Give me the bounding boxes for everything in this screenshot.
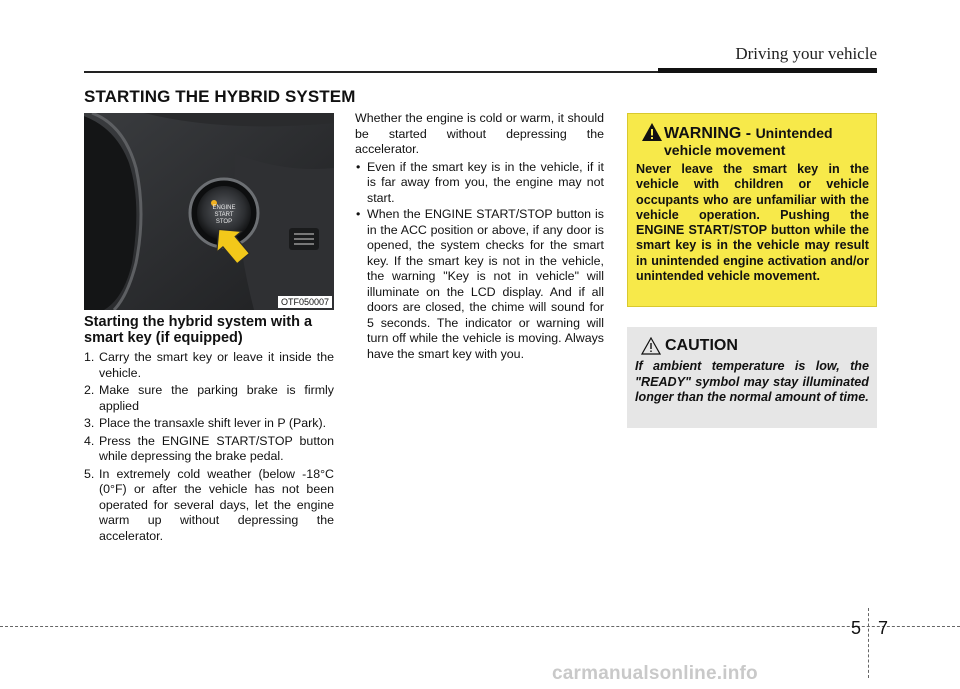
footer-divider: [868, 608, 869, 678]
caution-triangle-icon: [641, 337, 661, 355]
list-item: [84, 383, 334, 414]
step-text: Place the transaxle shift lever in P (Park).: [99, 416, 327, 430]
bullet-text: Even if the smart key is in the vehicle, if it is far away from you, the engine may not start.: [367, 159, 604, 205]
bullet-icon: •: [356, 207, 361, 221]
dashboard-illustration: [84, 113, 334, 310]
page-number: 7: [878, 618, 889, 638]
button-text-line-3: STOP: [215, 219, 233, 225]
subheading: Starting the hybrid system with a smart key (if equipped): [84, 314, 313, 346]
list-item: [84, 467, 334, 545]
step-number: 3.: [84, 416, 95, 430]
header-rule-accent: [658, 68, 877, 73]
list-item: [84, 434, 334, 465]
step-number: 5.: [84, 466, 95, 481]
footer-rule: [0, 626, 960, 627]
bullet-text: When the ENGINE START/STOP button is in the ACC position or above, if any door is opened, the system checks for the smart key. If the smart key is not in the vehicle, the warning "Key is not in vehicle" will illuminate on the LCD display. And if all doors are closed, the chime will sound for 5 seconds. The indicator or warning will turn off while the vehicle is moving. Always have the smart key with you.: [367, 207, 604, 361]
button-text-line-2: START: [214, 212, 234, 218]
engine-start-button-photo: [84, 113, 334, 310]
step-text: Press the ENGINE START/STOP button while depressing the brake pedal.: [99, 433, 334, 463]
caution-box: [627, 327, 877, 428]
chapter-number: 5: [851, 618, 862, 638]
intro-paragraph: Whether the engine is cold or warm, it should be started without depressing the accelerator.: [355, 111, 604, 156]
watermark: carmanualsonline.info: [552, 663, 758, 684]
step-number: 4.: [84, 433, 95, 448]
image-code: OTF050007: [278, 296, 332, 308]
warning-label: WARNING -: [664, 125, 752, 142]
step-text: Make sure the parking brake is firmly applied: [99, 383, 334, 413]
step-number: 1.: [84, 350, 95, 364]
section-title: Driving your vehicle: [735, 44, 877, 63]
warning-text: Never leave the smart key in the vehicle with children or vehicle occupants who are unfamiliar with the vehicle operation. Pushing the ENGINE START/STOP button while the smart key is in the vehicle may result in unintended engine activation and/or unintended vehicle movement.: [636, 162, 869, 284]
caution-title: CAUTION: [665, 337, 738, 354]
step-number: 2.: [84, 383, 95, 397]
list-item: [84, 416, 334, 432]
caution-text: If ambient temperature is low, the "READY" symbol may stay illuminated longer than the normal amount of time.: [635, 359, 869, 404]
button-text-line-1: ENGINE: [212, 205, 236, 211]
middle-column: [355, 111, 604, 363]
list-item: [84, 350, 334, 381]
warning-subtitle: Unintended vehicle movement: [664, 125, 833, 158]
step-text: In extremely cold weather (below -18°C (0°F) or after the vehicle has not been operated for several days, let the engine warm up without depressing the accelerator.: [99, 466, 334, 543]
list-item: [355, 160, 604, 207]
step-list: [84, 350, 334, 546]
warning-title: [664, 125, 874, 159]
warning-box: [627, 113, 877, 307]
bullet-list: [355, 160, 604, 363]
list-item: [355, 207, 604, 362]
step-text: Carry the smart key or leave it inside the vehicle.: [99, 350, 334, 380]
warning-triangle-icon: [641, 122, 663, 142]
page-heading: STARTING THE HYBRID SYSTEM: [84, 87, 356, 106]
bullet-icon: •: [356, 159, 361, 174]
